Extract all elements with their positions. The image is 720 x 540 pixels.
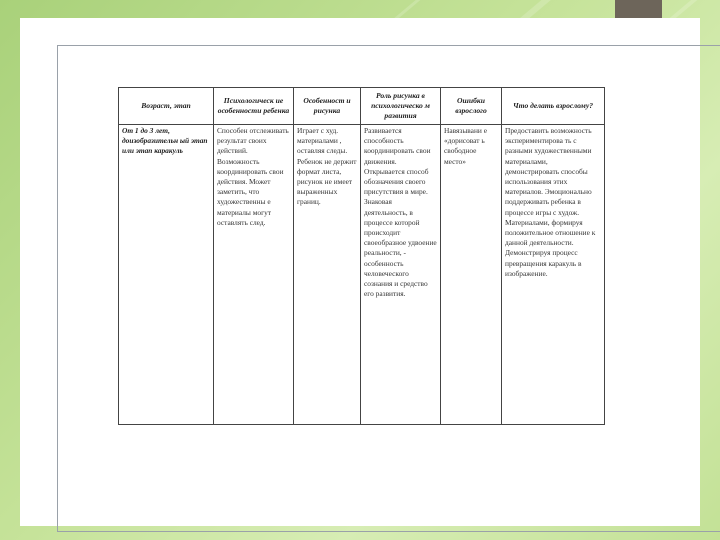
header-psych-features: Психологическ ие особенности ребенка [214, 88, 294, 125]
table-header-row [119, 88, 605, 125]
table-row [119, 125, 605, 425]
cell-psych: Способен отслеживать результат своих действий. Возможность координировать свои действия. Может заметить, что художественны е материалы могут оставлять след. [214, 125, 294, 425]
header-adult-actions: Что делать взрослому? [502, 88, 605, 125]
cell-role: Развивается способность координировать свои движения. Открывается способ обозначения своего присутствия в мире. Знаковая деятельность, в процессе которой происходит своеобразное удвоение реальности, - особенность человеческого сознания и средство его развития. [361, 125, 441, 425]
cell-drawing: Играет с худ. материалами , оставляя следы. Ребенок не держит формат листа, рисунок не имеет выраженных границ. [294, 125, 361, 425]
cell-stage: От 1 до 3 лет, доизобразительн ый этап или этап каракуль [119, 125, 214, 425]
development-table [118, 87, 605, 425]
header-drawing-features: Особенност и рисунка [294, 88, 361, 125]
cell-errors: Навязывани е «дорисоват ь свободное место» [441, 125, 502, 425]
cell-todo: Предоставить возможность экспериментирова ть с разными художественными материалами, демонстрировать способы использования этих материалов. Эмоционально поддерживать ребенка в процессе игры с худож. Материалами, формируя положительное отношение к данной деятельности. Демонстрируя процесс превращения каракуль в изображение. [502, 125, 605, 425]
header-drawing-role: Роль рисунка в психологическо м развития [361, 88, 441, 125]
header-adult-errors: Ошибки взрослого [441, 88, 502, 125]
header-age-stage: Возраст, этап [119, 88, 214, 125]
